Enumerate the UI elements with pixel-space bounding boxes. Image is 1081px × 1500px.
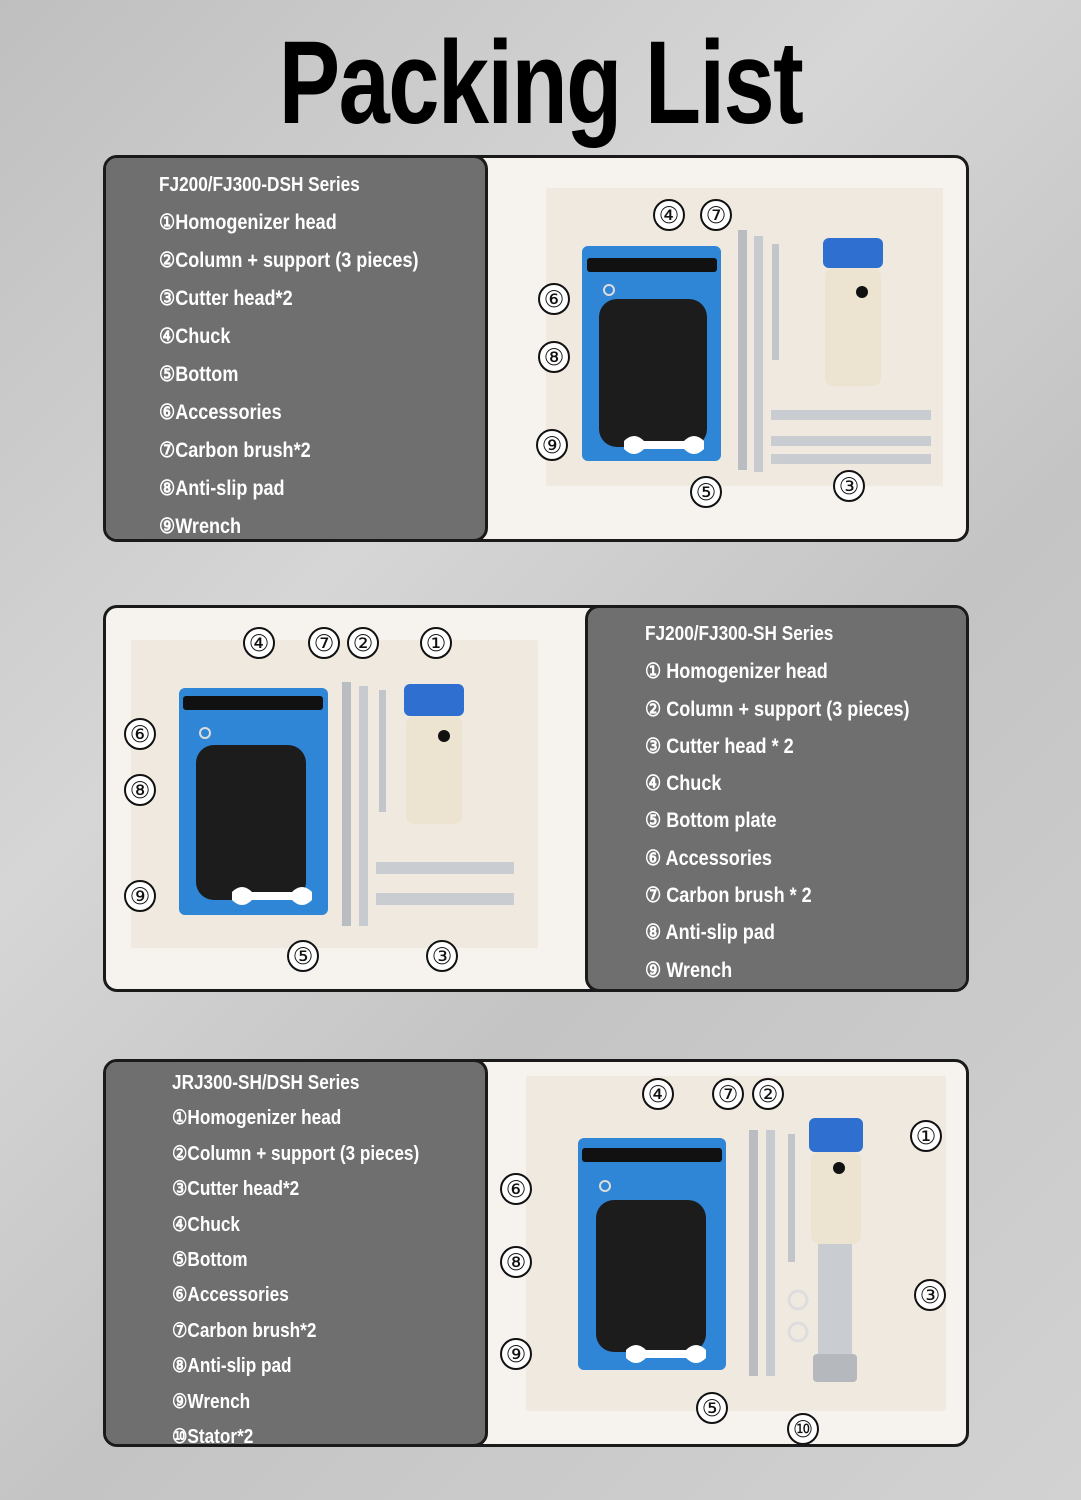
- list-item: ⑦Carbon brush*2: [172, 1319, 317, 1342]
- callout-3: [834, 471, 864, 501]
- list-item: ④Chuck: [159, 325, 231, 348]
- callout-3: [915, 1280, 945, 1310]
- list-item: ⑨Wrench: [159, 515, 242, 538]
- column: [772, 244, 779, 360]
- callout-3: [427, 941, 457, 971]
- list-item: ⑤Bottom: [159, 363, 239, 386]
- switch-knob: [833, 1162, 845, 1174]
- svg-text:①: ①: [425, 631, 447, 657]
- svg-text:③: ③: [838, 474, 860, 500]
- column: [359, 686, 368, 926]
- item-list-box: [585, 605, 969, 992]
- cutter-head: [771, 454, 931, 464]
- list-item: ⑧Anti-slip pad: [172, 1355, 292, 1378]
- page-title: Packing List: [278, 17, 803, 149]
- item-list: [645, 616, 953, 989]
- svg-text:⑤: ⑤: [292, 944, 314, 970]
- svg-text:①: ①: [915, 1124, 937, 1150]
- callout-9: [501, 1339, 531, 1369]
- callout-2: [753, 1079, 783, 1109]
- svg-text:⑦: ⑦: [705, 203, 727, 229]
- list-item: ②Column + support (3 pieces): [172, 1142, 420, 1165]
- callout-8: [501, 1247, 531, 1277]
- callout-8: [539, 342, 569, 372]
- svg-text:⑧: ⑧: [129, 778, 151, 804]
- list-item: ①Homogenizer head: [159, 211, 337, 234]
- list-item: ③Cutter head*2: [159, 287, 293, 310]
- list-item: ⑩Stator*2: [172, 1425, 254, 1447]
- list-item: ② Column + support (3 pieces): [645, 697, 910, 721]
- svg-text:⑤: ⑤: [695, 480, 717, 506]
- column: [749, 1130, 758, 1376]
- svg-text:⑦: ⑦: [717, 1082, 739, 1108]
- list-item: ②Column + support (3 pieces): [159, 249, 419, 272]
- column: [342, 682, 351, 926]
- callout-9: [125, 881, 155, 911]
- callout-2: [348, 628, 378, 658]
- cutter-head: [771, 436, 931, 446]
- column: [788, 1134, 795, 1262]
- homogenizer-head-cap: [809, 1118, 863, 1152]
- panel-sh-series: [103, 605, 969, 992]
- list-item: ④Chuck: [172, 1213, 240, 1236]
- svg-text:②: ②: [757, 1082, 779, 1108]
- parts-diagram: [106, 158, 969, 542]
- callout-1: [911, 1121, 941, 1151]
- cutter-head: [818, 1244, 852, 1368]
- svg-text:⑦: ⑦: [313, 631, 335, 657]
- anti-slip-pad: [599, 299, 707, 447]
- list-item: ⑧Anti-slip pad: [159, 477, 285, 500]
- list-item: ⑦Carbon brush*2: [159, 439, 311, 462]
- svg-text:⑧: ⑧: [505, 1250, 527, 1276]
- list-item: ⑥ Accessories: [645, 846, 772, 870]
- svg-text:④: ④: [647, 1082, 669, 1108]
- callout-5: [691, 477, 721, 507]
- callout-9: [537, 430, 567, 460]
- chuck: [582, 1148, 722, 1162]
- stator: [813, 1354, 857, 1382]
- list-item: ⑤Bottom: [172, 1248, 248, 1271]
- list-item: ⑧ Anti-slip pad: [645, 921, 775, 945]
- list-item: ③ Cutter head * 2: [645, 734, 794, 758]
- list-item: ④ Chuck: [645, 772, 722, 796]
- callout-7: [713, 1079, 743, 1109]
- callout-7: [309, 628, 339, 658]
- list-item: ③Cutter head*2: [172, 1178, 300, 1201]
- svg-text:⑤: ⑤: [701, 1396, 723, 1422]
- homogenizer-head-cap: [823, 238, 883, 268]
- column: [738, 230, 747, 470]
- anti-slip-pad: [196, 745, 306, 900]
- chuck: [587, 258, 717, 272]
- svg-text:⑥: ⑥: [129, 722, 151, 748]
- callout-4: [244, 628, 274, 658]
- svg-text:⑨: ⑨: [505, 1342, 527, 1368]
- list-item: ① Homogenizer head: [645, 660, 828, 684]
- switch-knob: [438, 730, 450, 742]
- list-item: ⑥Accessories: [172, 1284, 289, 1307]
- svg-text:⑨: ⑨: [541, 433, 563, 459]
- cutter-head: [771, 410, 931, 420]
- svg-text:④: ④: [248, 631, 270, 657]
- column: [754, 236, 763, 472]
- chuck: [183, 696, 323, 710]
- callout-6: [501, 1174, 531, 1204]
- callout-4: [654, 200, 684, 230]
- callout-7: [701, 200, 731, 230]
- svg-text:⑨: ⑨: [129, 884, 151, 910]
- accessory-ring: [789, 1323, 807, 1341]
- switch-knob: [856, 286, 868, 298]
- list-item: ⑨Wrench: [172, 1390, 251, 1413]
- list-item: ⑦ Carbon brush * 2: [645, 884, 812, 908]
- list-item: ⑥Accessories: [159, 401, 282, 424]
- svg-text:⑥: ⑥: [543, 287, 565, 313]
- cutter-head: [376, 862, 514, 874]
- svg-text:③: ③: [431, 944, 453, 970]
- callout-10: [788, 1414, 818, 1444]
- anti-slip-pad: [596, 1200, 706, 1352]
- series-title: FJ200/FJ300-DSH Series: [159, 174, 360, 196]
- callout-8: [125, 775, 155, 805]
- series-title: JRJ300-SH/DSH Series: [172, 1072, 360, 1094]
- svg-text:②: ②: [352, 631, 374, 657]
- svg-text:⑥: ⑥: [505, 1177, 527, 1203]
- parts-diagram: [106, 1062, 969, 1447]
- svg-text:⑩: ⑩: [792, 1417, 814, 1443]
- column: [379, 690, 386, 812]
- homogenizer-head-body: [406, 716, 462, 824]
- list-item: ⑤ Bottom plate: [645, 809, 777, 833]
- homogenizer-head-body: [825, 268, 881, 386]
- accessory-ring: [789, 1291, 807, 1309]
- list-item: ①Homogenizer head: [172, 1107, 342, 1130]
- panel-jrj-series: [103, 1059, 969, 1447]
- callout-6: [539, 284, 569, 314]
- svg-text:③: ③: [919, 1283, 941, 1309]
- svg-text:④: ④: [658, 203, 680, 229]
- svg-text:⑧: ⑧: [543, 345, 565, 371]
- callout-5: [288, 941, 318, 971]
- homogenizer-head-cap: [404, 684, 464, 716]
- callout-4: [643, 1079, 673, 1109]
- cutter-head: [376, 893, 514, 905]
- column: [766, 1130, 775, 1376]
- list-item: ⑨ Wrench: [645, 958, 733, 982]
- panel-dsh-series: [103, 155, 969, 542]
- callout-1: [421, 628, 451, 658]
- series-title: FJ200/FJ300-SH Series: [645, 623, 834, 645]
- callout-6: [125, 719, 155, 749]
- callout-5: [697, 1393, 727, 1423]
